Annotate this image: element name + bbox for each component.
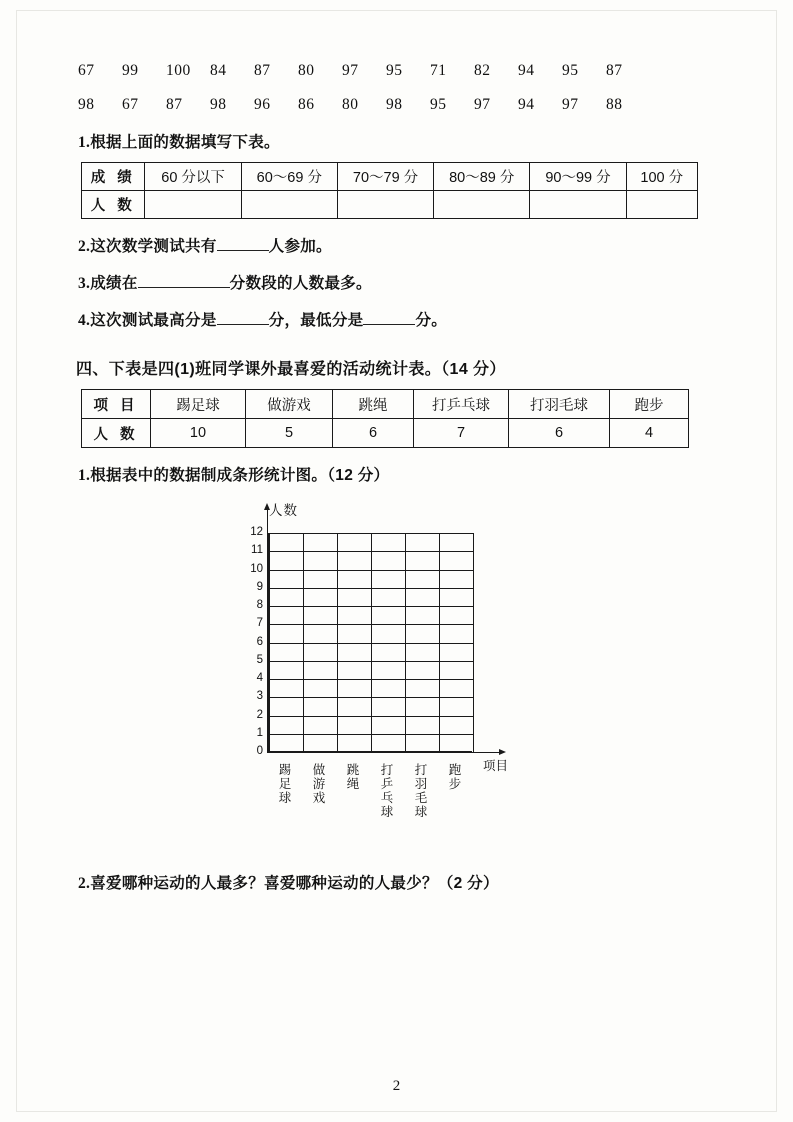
row-label-score: 成 绩 [82,163,145,191]
data-value: 80 [298,62,315,79]
x-axis-category-labels [267,759,517,819]
data-value: 87 [166,96,183,113]
x-axis-arrow-icon [499,749,506,755]
y-axis-tick-labels [243,503,265,763]
x-category-4: 打 羽 毛 球 [414,763,428,819]
question-5-text: 根据表中的数据制成条形统计图。 [90,467,328,484]
chart-grid[interactable] [268,533,472,752]
data-value: 84 [210,62,227,79]
question-4-number: 4. [78,312,91,329]
data-value: 100 [166,62,191,79]
activity-item-1: 做游戏 [246,390,333,419]
question-4-text-a: 这次测试最高分是 [90,312,217,329]
gridline-vertical [473,533,474,752]
data-value: 95 [386,62,403,79]
question-5-number: 1. [78,467,91,484]
data-value: 67 [78,62,95,79]
activity-count-4: 6 [509,419,610,448]
activity-count-2: 6 [333,419,414,448]
activity-statistics-table [81,389,689,448]
score-count-4[interactable] [530,191,626,219]
data-value: 96 [254,96,271,113]
data-row [78,62,698,80]
data-value: 87 [254,62,271,79]
score-count-0[interactable] [145,191,241,219]
data-value: 94 [518,96,535,113]
score-count-3[interactable] [434,191,530,219]
y-tick-6: 6 [256,635,263,648]
chart-y-axis-title: 人数 [269,503,298,518]
question-3-text-a: 成绩在 [90,275,138,292]
gridline-horizontal [269,752,473,753]
score-header-3: 80～89 分 [434,163,530,191]
data-value: 86 [298,96,315,113]
data-value: 80 [342,96,359,113]
answer-blank[interactable] [138,273,230,288]
data-value: 95 [430,96,447,113]
section-4-score: （14 分） [441,361,506,378]
table-row [82,163,698,191]
activity-item-2: 跳绳 [333,390,414,419]
activity-item-3: 打乒乓球 [414,390,509,419]
data-value: 88 [606,96,623,113]
data-value: 98 [210,96,227,113]
data-value: 98 [386,96,403,113]
score-count-2[interactable] [337,191,433,219]
page-number: 2 [392,1078,401,1094]
activity-item-5: 跑步 [610,390,689,419]
question-3-number: 3. [78,275,91,292]
data-row [78,96,698,114]
activity-item-4: 打羽毛球 [509,390,610,419]
question-1-text: 根据上面的数据填写下表。 [90,134,280,151]
question-1 [78,130,698,152]
gridline-vertical [303,533,304,752]
section-4-heading [76,356,698,379]
x-category-0: 踢 足 球 [278,763,292,805]
y-tick-1: 1 [256,726,263,739]
data-value: 71 [430,62,447,79]
table-row [82,390,689,419]
y-tick-11: 11 [251,544,263,557]
score-count-1[interactable] [241,191,337,219]
question-3 [78,271,698,293]
score-count-5[interactable] [626,191,697,219]
bar-chart[interactable] [243,503,533,819]
activity-count-0: 10 [151,419,246,448]
data-value: 97 [342,62,359,79]
score-header-2: 70～79 分 [337,163,433,191]
answer-blank[interactable] [217,310,269,325]
table-row [82,191,698,219]
question-2-text-a: 这次数学测试共有 [90,238,217,255]
data-value: 99 [122,62,139,79]
data-value: 97 [474,96,491,113]
question-6-text: 喜爱哪种运动的人最多？喜爱哪种运动的人最少？ [90,875,438,892]
question-5-score: （12 分） [327,467,390,484]
question-3-text-b: 分数段的人数最多。 [229,275,372,292]
x-category-1: 做 游 戏 [312,763,326,805]
data-value: 82 [474,62,491,79]
x-category-5: 跑 步 [448,763,462,791]
question-4 [78,308,698,330]
question-1-number: 1. [78,134,91,151]
question-4-text-b: 分，最低分是 [268,312,364,329]
activity-item-0: 踢足球 [151,390,246,419]
data-value: 95 [562,62,579,79]
y-tick-0: 0 [256,745,263,757]
gridline-vertical [439,533,440,752]
score-header-4: 90～99 分 [530,163,626,191]
gridline-vertical [405,533,406,752]
question-2-text-b: 人参加。 [268,238,332,255]
y-tick-7: 7 [256,617,263,630]
y-tick-10: 10 [250,562,263,575]
question-2 [78,234,698,256]
y-tick-3: 3 [256,690,263,703]
answer-blank[interactable] [363,310,415,325]
x-category-2: 跳 绳 [346,763,360,791]
gridline-vertical [269,533,270,752]
question-6-number: 2. [78,875,91,892]
score-distribution-table [81,162,698,219]
y-tick-4: 4 [256,672,263,684]
data-value: 97 [562,96,579,113]
page-content [78,62,698,903]
row-label-count: 人 数 [82,419,151,448]
y-tick-5: 5 [256,653,263,666]
y-tick-9: 9 [256,580,263,593]
question-6-score: （2 分） [437,875,499,892]
question-2-number: 2. [78,238,91,255]
row-label-item: 项 目 [82,390,151,419]
score-header-1: 60～69 分 [241,163,337,191]
score-header-5: 100 分 [626,163,697,191]
answer-blank[interactable] [217,236,269,251]
activity-count-5: 4 [610,419,689,448]
question-5 [78,463,698,485]
row-label-count: 人 数 [82,191,145,219]
question-4-text-c: 分。 [415,312,448,329]
table-row [82,419,689,448]
y-tick-8: 8 [256,599,263,611]
data-value: 67 [122,96,139,113]
activity-count-1: 5 [246,419,333,448]
data-value: 87 [606,62,623,79]
activity-count-3: 7 [414,419,509,448]
data-value: 98 [78,96,95,113]
y-tick-2: 2 [256,708,263,721]
x-category-3: 打 乒 乓 球 [380,763,394,819]
gridline-vertical [371,533,372,752]
data-value: 94 [518,62,535,79]
y-tick-12: 12 [250,526,263,538]
section-4-title: 四、下表是四(1)班同学课外最喜爱的活动统计表。 [76,361,442,378]
gridline-vertical [337,533,338,752]
score-header-0: 60 分以下 [145,163,241,191]
question-6 [78,871,698,893]
chart-x-axis-title: 项目 [483,759,509,773]
